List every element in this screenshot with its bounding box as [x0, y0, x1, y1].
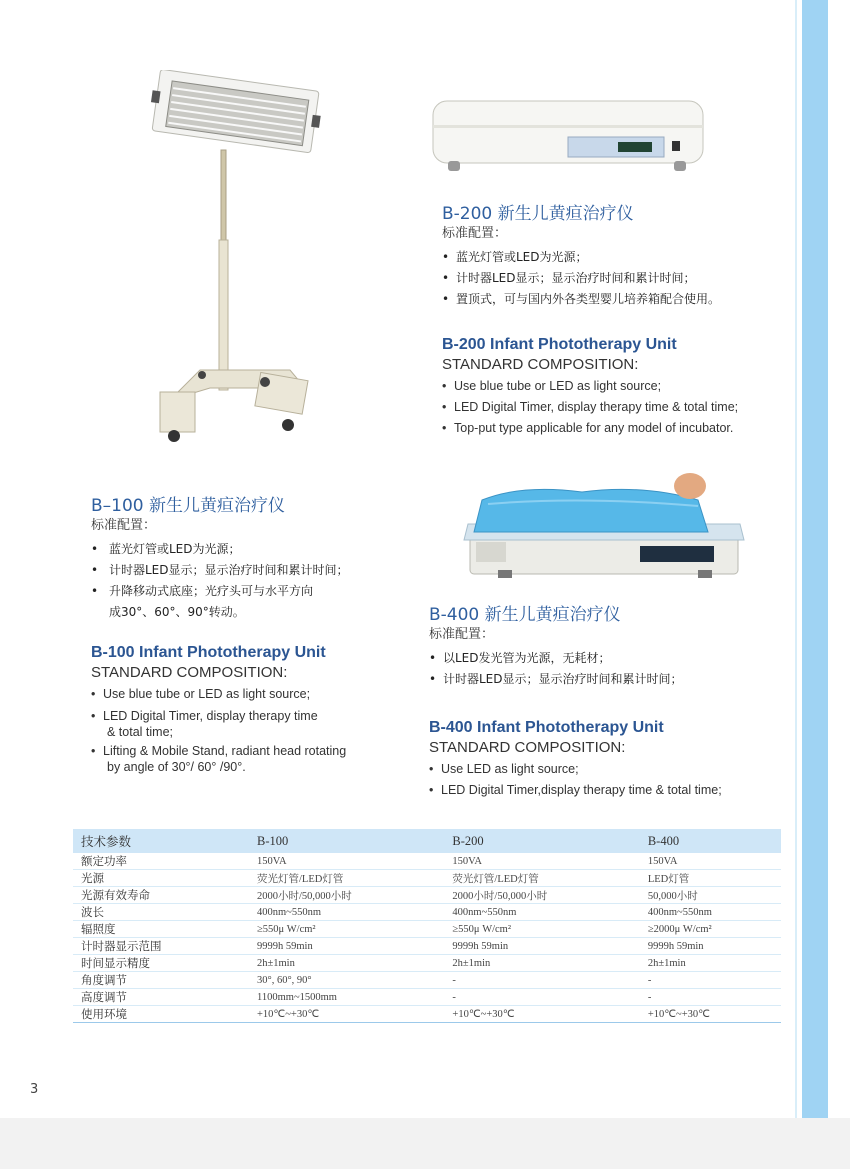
list-item: • Use LED as light source; — [429, 759, 779, 780]
spec-value-cell: 2h±1min — [640, 955, 781, 972]
b400-title-cn: B-400 新生儿黄疸治疗仪 — [429, 605, 621, 625]
spec-value-cell: 2h±1min — [249, 955, 444, 972]
spec-value-cell: 30°, 60°, 90° — [249, 972, 444, 989]
spec-param-label: 使用环境 — [73, 1006, 249, 1023]
list-item-line: LED Digital Timer, display therapy time — [103, 709, 318, 723]
table-row — [73, 904, 781, 921]
spec-table-body — [73, 853, 781, 1023]
b400-title-en: B-400 Infant Phototherapy Unit — [429, 719, 664, 736]
spec-value-cell: ≥550μ W/cm² — [444, 921, 639, 938]
spec-value-cell: - — [444, 989, 639, 1006]
list-item: • Use blue tube or LED as light source; — [91, 684, 391, 705]
spec-value-cell: 400nm~550nm — [640, 904, 781, 921]
list-item-line: by angle of 30°/ 60° /90°. — [107, 760, 246, 774]
list-item: • 计时器LED显示；显示治疗时间和累计时间； — [429, 669, 779, 690]
b100-feature-list-cn — [91, 539, 391, 623]
spec-value-cell: 荧光灯管/LED灯管 — [249, 870, 444, 887]
spec-value-cell: 9999h 59min — [640, 938, 781, 955]
b200-title-cn: B-200 新生儿黄疸治疗仪 — [442, 204, 634, 224]
spec-param-label: 光源有效寿命 — [73, 887, 249, 904]
spec-param-label: 角度调节 — [73, 972, 249, 989]
table-row — [73, 853, 781, 870]
spec-param-label: 时间显示精度 — [73, 955, 249, 972]
b100-title-cn: B–100 新生儿黄疸治疗仪 — [91, 496, 286, 516]
spec-param-label: 辐照度 — [73, 921, 249, 938]
list-item-line: & total time; — [107, 725, 173, 739]
spec-value-cell: 1100mm~1500mm — [249, 989, 444, 1006]
list-item: • 升降移动式底座；光疗头可与水平方向 — [91, 581, 391, 602]
spec-table — [73, 829, 781, 1023]
b100-standard-cn: 标准配置： — [91, 518, 157, 533]
list-item: • Use blue tube or LED as light source; — [442, 376, 782, 397]
spec-param-label: 计时器显示范围 — [73, 938, 249, 955]
spec-value-cell: 150VA — [249, 853, 444, 870]
b100-feature-list-en — [91, 684, 391, 775]
spec-header-cell: 技术参数 — [73, 829, 249, 853]
table-row — [73, 972, 781, 989]
b200-feature-list-cn — [442, 247, 782, 310]
page-side-bar — [802, 0, 828, 1118]
spec-value-cell: 2h±1min — [444, 955, 639, 972]
spec-value-cell: +10℃~+30℃ — [640, 1006, 781, 1023]
spec-value-cell: +10℃~+30℃ — [249, 1006, 444, 1023]
list-item: • LED Digital Timer,display therapy time & total time; — [429, 780, 779, 801]
spec-value-cell: - — [444, 972, 639, 989]
spec-value-cell: 150VA — [444, 853, 639, 870]
spec-value-cell: - — [640, 989, 781, 1006]
table-row — [73, 887, 781, 904]
b400-section — [429, 604, 779, 801]
b200-feature-list-en — [442, 376, 782, 439]
list-item — [91, 743, 391, 775]
b400-feature-list-cn — [429, 648, 779, 690]
b200-section — [442, 203, 782, 439]
b400-feature-list-en — [429, 759, 779, 801]
list-item: • LED Digital Timer, display therapy time & total time; — [442, 397, 782, 418]
spec-value-cell: 50,000小时 — [640, 887, 781, 904]
spec-header-cell: B-100 — [249, 829, 444, 853]
b100-title-en: B-100 Infant Phototherapy Unit — [91, 644, 326, 661]
spec-value-cell: ≥550μ W/cm² — [249, 921, 444, 938]
b400-product-image — [462, 470, 747, 585]
spec-value-cell: 150VA — [640, 853, 781, 870]
table-row — [73, 989, 781, 1006]
spec-value-cell: ≥2000μ W/cm² — [640, 921, 781, 938]
b100-product-image — [140, 70, 330, 445]
spec-value-cell: 9999h 59min — [444, 938, 639, 955]
b200-standard-en: STANDARD COMPOSITION: — [442, 356, 639, 373]
list-item-continuation: 成30°、60°、90°转动。 — [109, 605, 245, 619]
page-number: 3 — [30, 1082, 39, 1097]
b100-standard-en: STANDARD COMPOSITION: — [91, 664, 288, 681]
b400-standard-en: STANDARD COMPOSITION: — [429, 739, 626, 756]
table-row — [73, 921, 781, 938]
table-row — [73, 955, 781, 972]
spec-param-label: 光源 — [73, 870, 249, 887]
spec-value-cell: LED灯管 — [640, 870, 781, 887]
spec-table-header — [73, 829, 781, 853]
b200-product-image — [428, 95, 708, 180]
b400-standard-cn: 标准配置： — [429, 627, 495, 642]
spec-value-cell: 2000小时/50,000小时 — [249, 887, 444, 904]
list-item: • 计时器LED显示；显示治疗时间和累计时间； — [442, 268, 782, 289]
spec-header-cell: B-200 — [444, 829, 639, 853]
b200-title-en: B-200 Infant Phototherapy Unit — [442, 336, 677, 353]
spec-value-cell: 9999h 59min — [249, 938, 444, 955]
scan-bottom-shade — [0, 1118, 850, 1169]
list-item: • 置顶式，可与国内外各类型婴儿培养箱配合使用。 — [442, 289, 782, 310]
spec-header-cell: B-400 — [640, 829, 781, 853]
table-row — [73, 938, 781, 955]
list-item: • 蓝光灯管或LED为光源； — [91, 539, 391, 560]
list-item — [91, 708, 391, 740]
list-item-line: Lifting & Mobile Stand, radiant head rotating — [103, 744, 347, 758]
spec-value-cell: 荧光灯管/LED灯管 — [444, 870, 639, 887]
spec-param-label: 高度调节 — [73, 989, 249, 1006]
spec-value-cell: +10℃~+30℃ — [444, 1006, 639, 1023]
table-row — [73, 1006, 781, 1023]
table-row — [73, 870, 781, 887]
spec-param-label: 波长 — [73, 904, 249, 921]
page-edge-line — [795, 0, 797, 1118]
spec-value-cell: 2000小时/50,000小时 — [444, 887, 639, 904]
spec-value-cell: 400nm~550nm — [444, 904, 639, 921]
list-item: • 蓝光灯管或LED为光源； — [442, 247, 782, 268]
list-item: • 计时器LED显示；显示治疗时间和累计时间； — [91, 560, 391, 581]
spec-value-cell: - — [640, 972, 781, 989]
list-item: • 以LED发光管为光源，无耗材； — [429, 648, 779, 669]
b100-section — [91, 495, 391, 778]
spec-value-cell: 400nm~550nm — [249, 904, 444, 921]
list-item: • Top-put type applicable for any model of incubator. — [442, 418, 782, 439]
b200-standard-cn: 标准配置： — [442, 226, 508, 241]
spec-param-label: 额定功率 — [73, 853, 249, 870]
